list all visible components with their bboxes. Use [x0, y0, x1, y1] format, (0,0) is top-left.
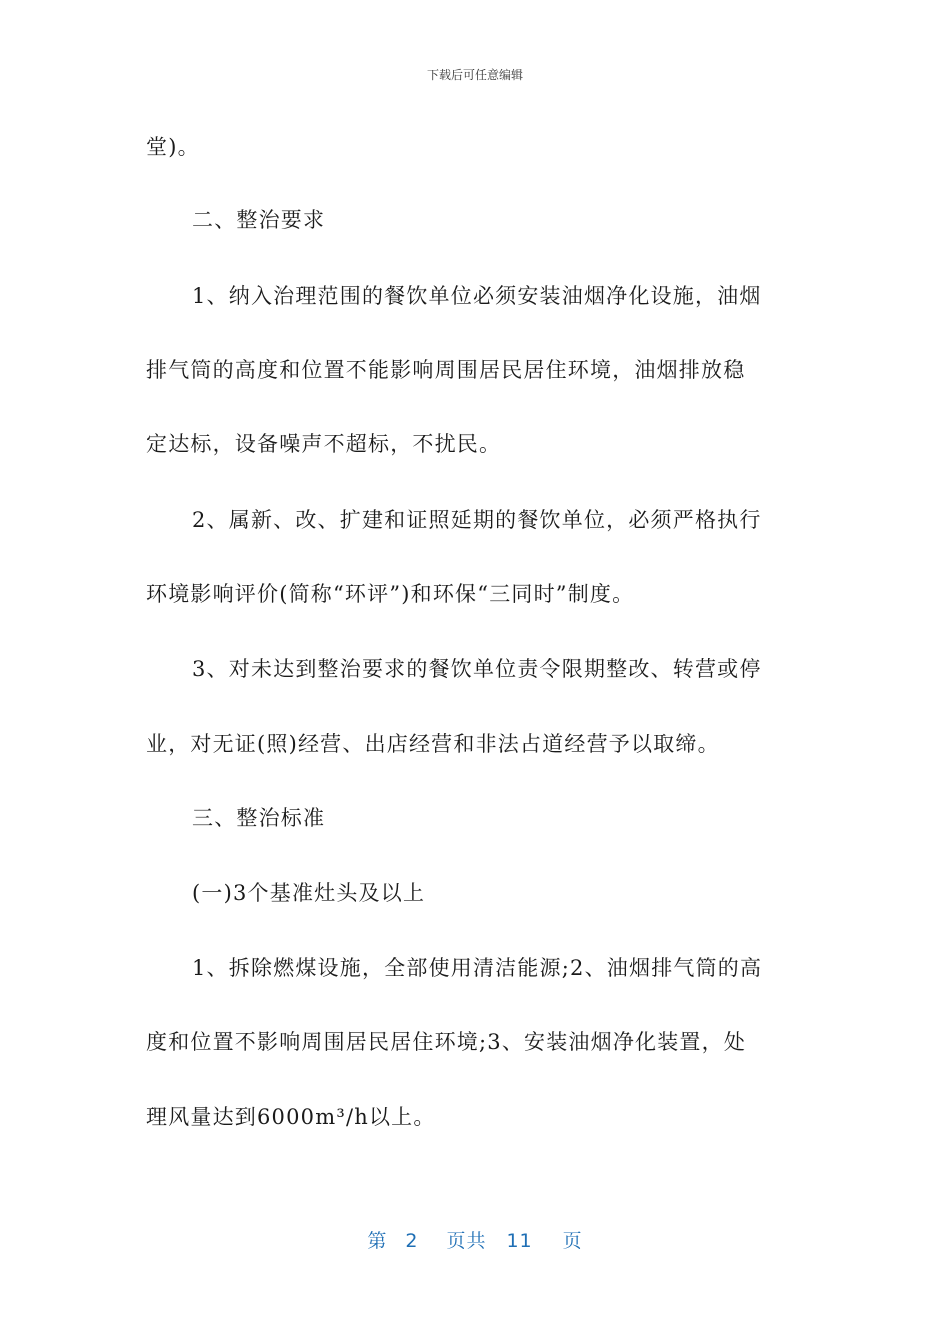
- section-heading: 二、整治要求: [192, 208, 326, 232]
- total-pages-number: 11: [506, 1230, 533, 1252]
- paragraph-line: 排气筒的高度和位置不能影响周围居民居住环境，油烟排放稳: [146, 358, 746, 382]
- page-header: 下载后可任意编辑: [426, 68, 523, 82]
- page-footer: [0, 1226, 950, 1253]
- paragraph-line: 环境影响评价(简称“环评”)和环保“三同时”制度。: [146, 582, 635, 606]
- footer-middle: 页共: [446, 1230, 487, 1252]
- paragraph-line: 理风量达到6000m³/h以上。: [146, 1105, 436, 1129]
- paragraph-line: 堂)。: [146, 135, 200, 159]
- paragraph-line: 1、纳入治理范围的餐饮单位必须安装油烟净化设施，油烟: [192, 284, 762, 308]
- paragraph-line: 1、拆除燃煤设施，全部使用清洁能源;2、油烟排气筒的高: [192, 956, 763, 980]
- footer-suffix: 页: [562, 1230, 583, 1252]
- section-heading: 三、整治标准: [192, 806, 326, 830]
- current-page-number: 2: [405, 1230, 419, 1252]
- footer-prefix: 第: [367, 1230, 388, 1252]
- paragraph-line: 定达标，设备噪声不超标，不扰民。: [146, 432, 502, 456]
- paragraph-line: 业，对无证(照)经营、出店经营和非法占道经营予以取缔。: [146, 732, 720, 756]
- paragraph-line: 度和位置不影响周围居民居住环境;3、安装油烟净化装置，处: [146, 1030, 747, 1054]
- paragraph-line: 2、属新、改、扩建和证照延期的餐饮单位，必须严格执行: [192, 508, 762, 532]
- subsection-heading: (一)3个基准灶头及以上: [192, 881, 426, 905]
- paragraph-line: 3、对未达到整治要求的餐饮单位责令限期整改、转营或停: [192, 657, 762, 681]
